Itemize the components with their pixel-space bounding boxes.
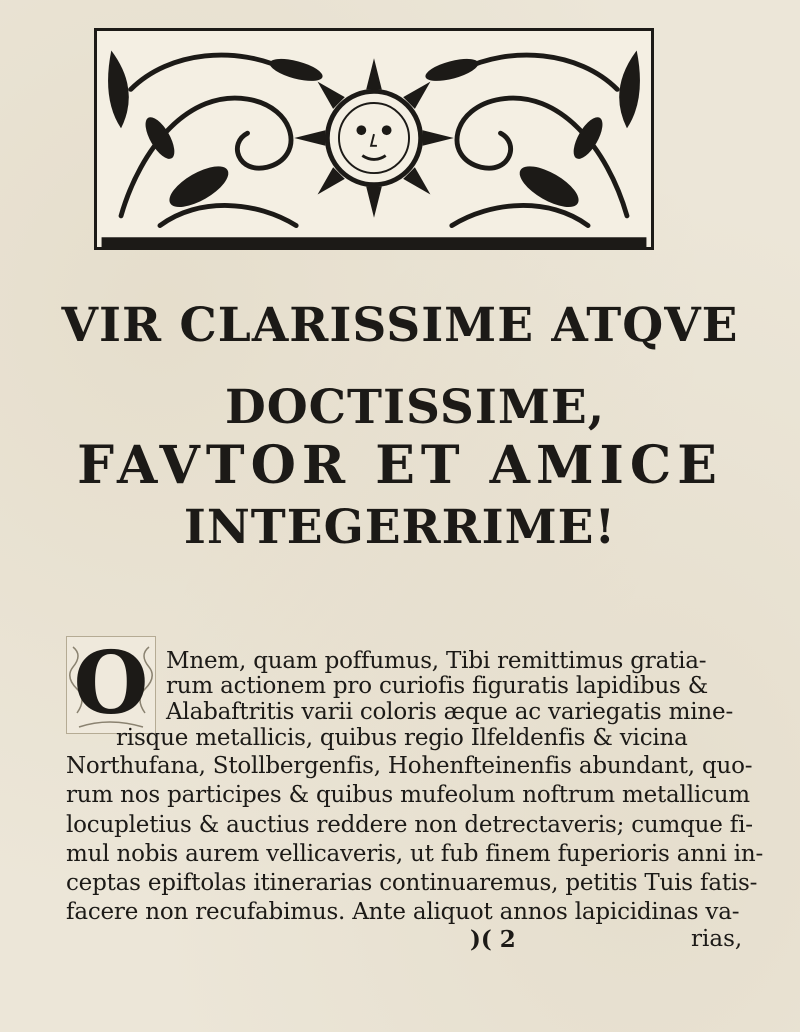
text-line: locupletius & auctius reddere non detrectaveris; cumque fi- — [66, 812, 753, 838]
text-line: mul nobis aurem vellicaveris, ut fub finem fuperioris anni in- — [66, 841, 764, 867]
initial-letter: O — [73, 633, 149, 734]
text-line: Northufana, Stollbergenfis, Hohenfteinenfis abundant, quo- — [66, 753, 753, 779]
text-line: risque metallicis, quibus regio Ilfeldenfis & vicina — [116, 725, 688, 751]
text-line: facere non recufabimus. Ante aliquot annos lapicidinas va- — [66, 899, 740, 925]
text-line: ceptas epiftolas itinerarias continuaremus, petitis Tuis fatis- — [66, 870, 758, 896]
decorated-initial — [66, 633, 156, 734]
dedication-line-4: INTEGERRIME! — [183, 500, 617, 555]
signature-mark: )( 2 — [470, 926, 516, 953]
text-line: Mnem, quam poffumus, Tibi remittimus gratia- — [166, 648, 707, 674]
text-line: rum nos participes & quibus mufeolum noftrum metallicum — [66, 782, 750, 808]
dedication-line-3: FAVTOR ET AMICE — [77, 435, 723, 496]
text-line: Alabaftritis varii coloris æque ac variegatis mine- — [166, 699, 734, 725]
dedication-line-2: DOCTISSIME, — [224, 380, 606, 435]
sun-face-ornament-icon — [94, 28, 654, 250]
catchword: rias, — [691, 926, 743, 952]
dedication-line-1: VIR CLARISSIME ATQVE — [61, 298, 739, 353]
text-line: rum actionem pro curiofis figuratis lapidibus & — [166, 673, 709, 699]
